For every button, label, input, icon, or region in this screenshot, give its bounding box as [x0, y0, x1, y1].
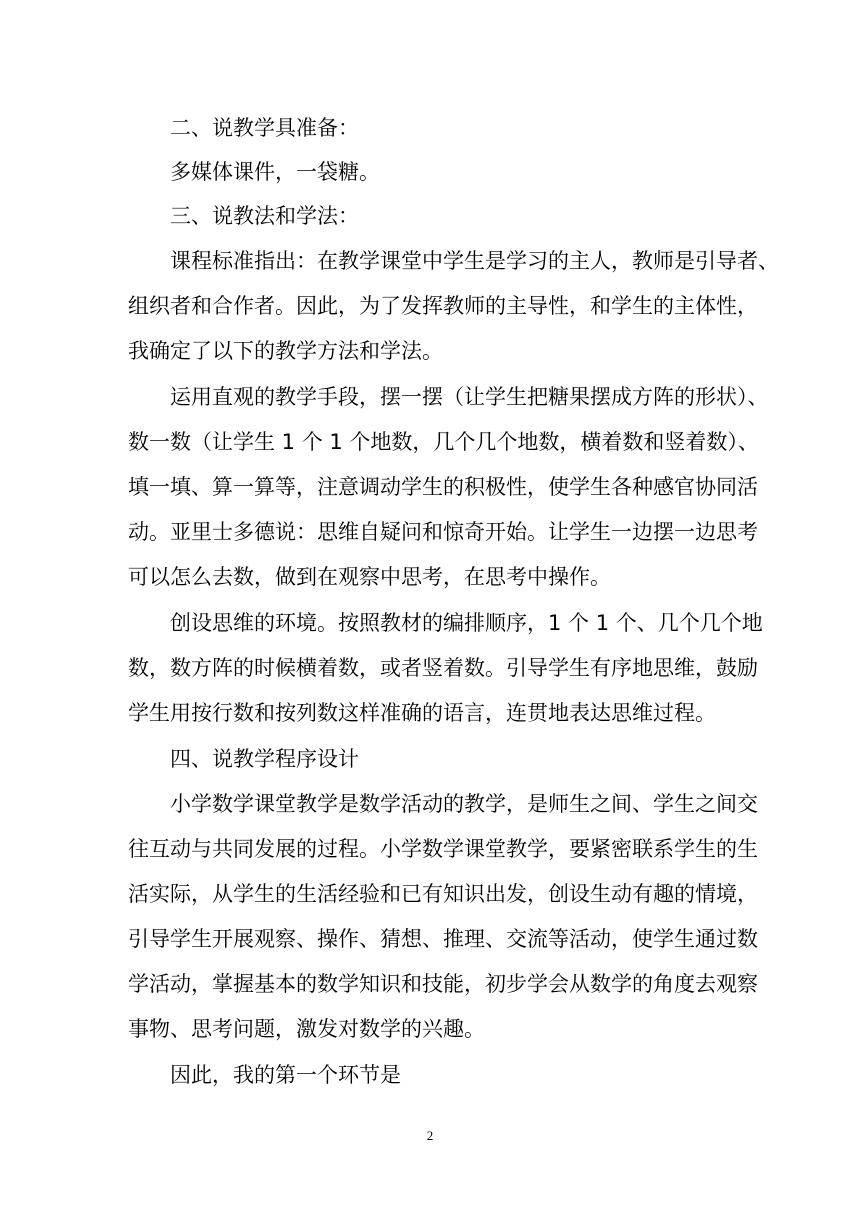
paragraph-line: 可以怎么去数，做到在观察中思考，在思考中操作。 — [128, 565, 611, 589]
paragraph-line: 往互动与共同发展的过程。小学数学课堂教学，要紧密联系学生的生 — [128, 837, 758, 861]
paragraph-line: 因此，我的第一个环节是 — [170, 1063, 401, 1087]
paragraph-line: 我确定了以下的教学方法和学法。 — [128, 339, 443, 363]
section-heading-procedure: 四、说教学程序设计 — [170, 747, 359, 771]
paragraph-line: 课程标准指出：在教学课堂中学生是学习的主人，教师是引导者、 — [170, 249, 779, 273]
paragraph-line: 小学数学课堂教学是数学活动的教学，是师生之间、学生之间交 — [170, 792, 758, 816]
paragraph-line: 创设思维的环境。按照教材的编排顺序，1 个 1 个、几个几个地 — [170, 611, 763, 635]
paragraph-line: 数一数（让学生 1 个 1 个地数，几个几个地数，横着数和竖着数）、 — [128, 430, 759, 454]
paragraph-line: 动。亚里士多德说：思维自疑问和惊奇开始。让学生一边摆一边思考 — [128, 520, 758, 544]
paragraph-line: 引导学生开展观察、操作、猜想、推理、交流等活动，使学生通过数 — [128, 927, 758, 951]
paragraph-line: 数，数方阵的时候横着数，或者竖着数。引导学生有序地思维，鼓励 — [128, 656, 758, 680]
paragraph-line: 活实际，从学生的生活经验和已有知识出发，创设生动有趣的情境， — [128, 882, 758, 906]
paragraph-line: 学活动，掌握基本的数学知识和技能，初步学会从数学的角度去观察 — [128, 972, 758, 996]
paragraph-line: 运用直观的教学手段，摆一摆（让学生把糖果摆成方阵的形状）、 — [170, 385, 769, 409]
paragraph-line: 事物、思考问题，激发对数学的兴趣。 — [128, 1017, 485, 1041]
page-number: 2 — [426, 1128, 434, 1143]
section-heading-methods: 三、说教法和学法： — [170, 204, 359, 228]
section-heading-teaching-aids: 二、说教学具准备： — [170, 116, 359, 140]
paragraph-line: 填一填、算一算等，注意调动学生的积极性，使学生各种感官协同活 — [128, 475, 758, 499]
paragraph-line: 学生用按行数和按列数这样准确的语言，连贯地表达思维过程。 — [128, 701, 716, 725]
paragraph-line: 组织者和合作者。因此，为了发挥教师的主导性，和学生的主体性， — [128, 294, 758, 318]
paragraph-line: 多媒体课件，一袋糖。 — [170, 160, 380, 184]
